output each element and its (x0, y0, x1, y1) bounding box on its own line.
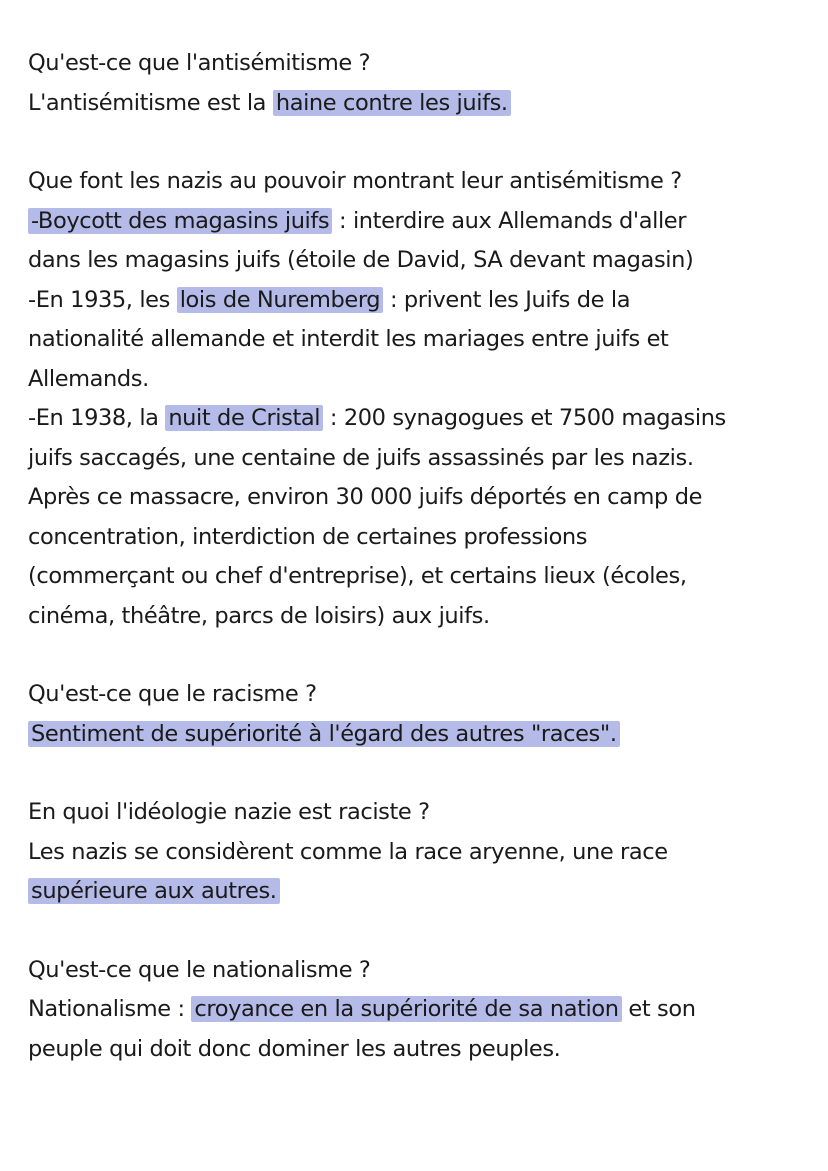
text-segment: : 200 synagogues et 7500 magasins (323, 405, 726, 431)
question-line (28, 44, 804, 84)
text-segment: nationalité allemande et interdit les mariages entre juifs et (28, 326, 669, 352)
text-segment: -En 1935, les (28, 286, 177, 313)
text-line (28, 241, 804, 281)
highlighted-text: Sentiment de supériorité à l'égard des autres "races". (28, 721, 620, 747)
text-segment: concentration, interdiction de certaines professions (28, 523, 588, 550)
text-segment: Que font les nazis au pouvoir montrant leur antisémitisme ? (28, 168, 682, 194)
highlighted-text: supérieure aux autres. (28, 878, 280, 904)
text-segment: cinéma, théâtre, parcs de loisirs) aux juifs. (28, 602, 490, 629)
text-line (28, 320, 804, 360)
text-segment: juifs saccagés, une centaine de juifs assassinés par les nazis. (28, 444, 694, 471)
text-line (28, 833, 804, 873)
highlighted-text: lois de Nuremberg (177, 287, 384, 313)
highlighted-text: croyance en la supériorité de sa nation (191, 996, 621, 1022)
text-line (28, 597, 804, 637)
text-segment: (commerçant ou chef d'entreprise), et certains lieux (écoles, (28, 563, 687, 589)
highlighted-text: nuit de Cristal (165, 405, 323, 431)
question-line (28, 951, 804, 991)
text-segment: L'antisémitisme est la (28, 89, 273, 116)
question-line (28, 162, 804, 202)
text-line (28, 715, 804, 755)
text-line (28, 360, 804, 400)
text-segment: -En 1938, la (28, 405, 166, 431)
text-segment: Les nazis se considèrent comme la race aryenne, une race (28, 838, 668, 865)
text-line (28, 1030, 804, 1070)
text-segment: Qu'est-ce que le nationalisme ? (28, 956, 371, 983)
text-segment: Allemands. (28, 365, 149, 392)
text-line (28, 478, 804, 518)
highlighted-text: haine contre les juifs. (273, 90, 511, 116)
text-segment: peuple qui doit donc dominer les autres peuples. (28, 1035, 561, 1062)
highlighted-text: -Boycott des magasins juifs (28, 208, 332, 234)
text-line (28, 439, 804, 479)
question-line (28, 675, 804, 715)
text-line (28, 281, 804, 321)
note-section (28, 951, 804, 1070)
text-segment: Qu'est-ce que l'antisémitisme ? (28, 50, 371, 76)
text-line (28, 202, 804, 242)
question-line (28, 793, 804, 833)
text-segment: et son (621, 996, 696, 1022)
text-line (28, 872, 804, 912)
text-segment: Nationalisme : (28, 996, 192, 1022)
text-segment: Après ce massacre, environ 30 000 juifs déportés en camp de (28, 484, 703, 510)
text-line (28, 84, 804, 124)
note-section (28, 44, 804, 123)
text-segment: : privent les Juifs de la (383, 286, 631, 313)
text-line (28, 557, 804, 597)
text-segment: Qu'est-ce que le racisme ? (28, 681, 317, 707)
note-section (28, 675, 804, 754)
text-line (28, 518, 804, 558)
text-line (28, 399, 804, 439)
text-line (28, 990, 804, 1030)
note-section (28, 162, 804, 636)
text-segment: dans les magasins juifs (étoile de David, SA devant magasin) (28, 247, 694, 273)
text-segment: : interdire aux Allemands d'aller (332, 207, 687, 234)
text-segment: En quoi l'idéologie nazie est raciste ? (28, 799, 430, 825)
note-section (28, 793, 804, 912)
